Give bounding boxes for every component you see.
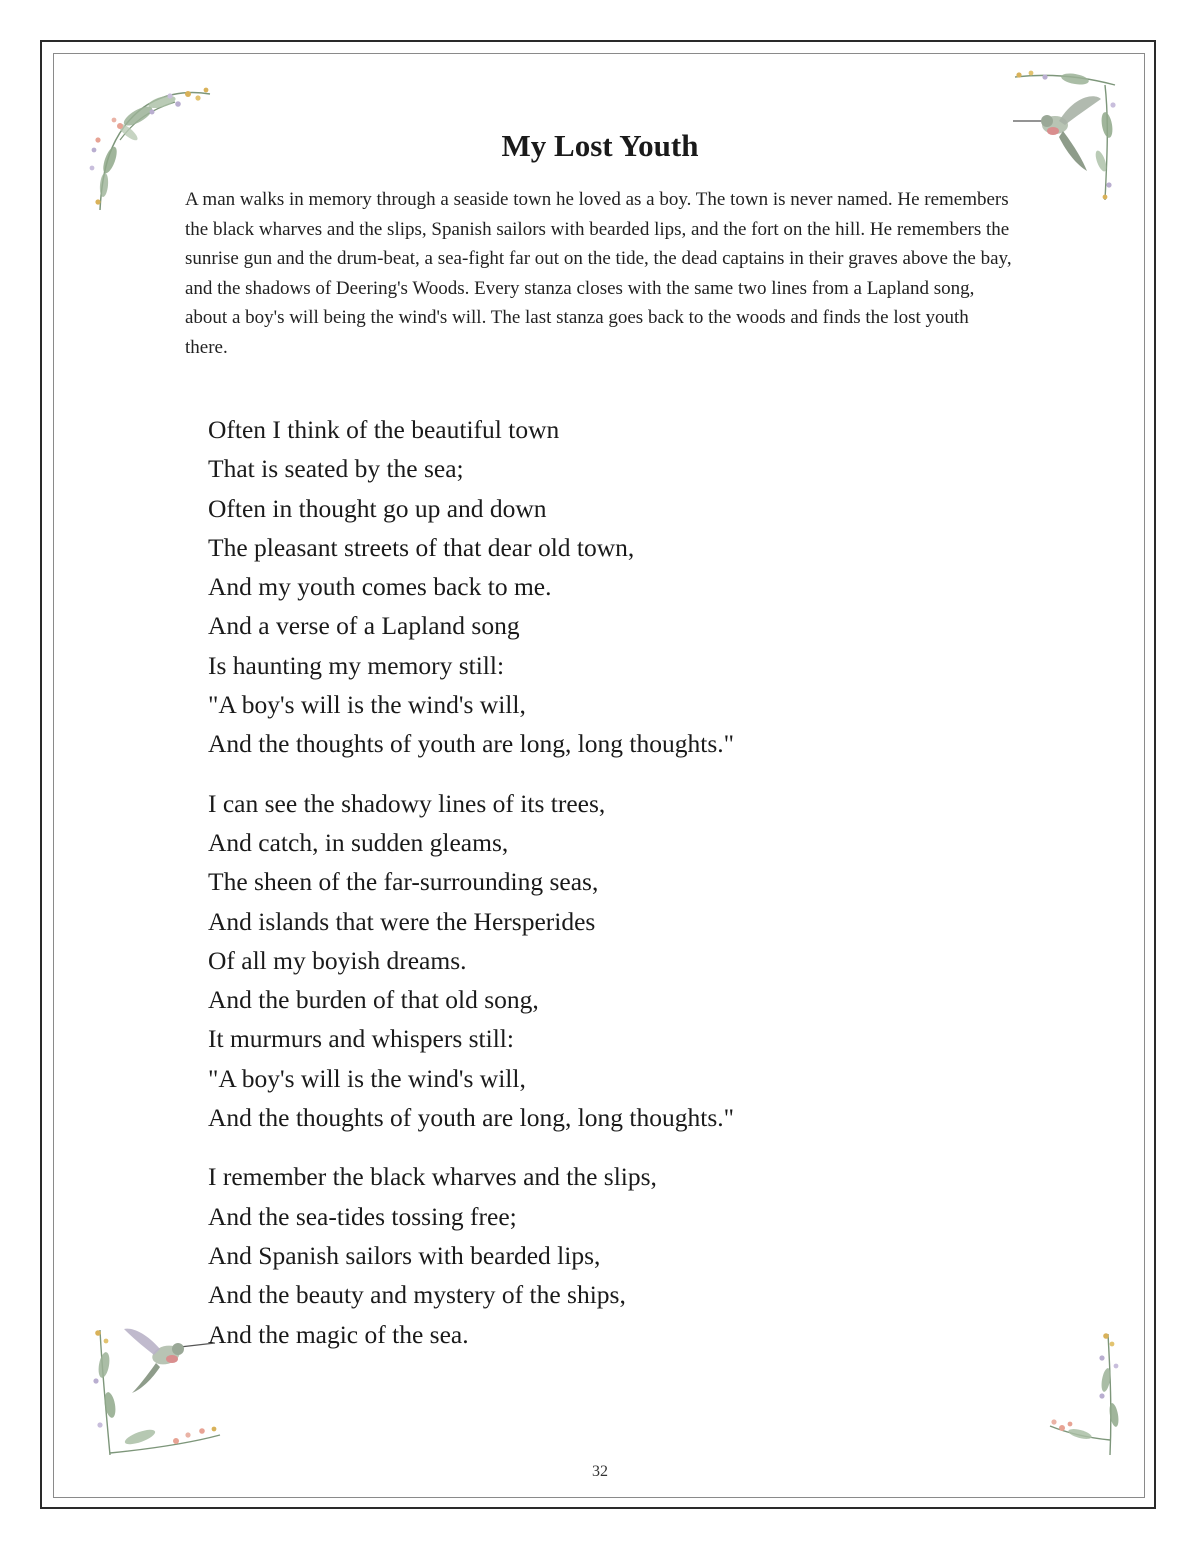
poem-line: Is haunting my memory still: — [208, 650, 505, 680]
poem-line: And the thoughts of youth are long, long thoughts." — [208, 729, 735, 759]
poem-line: And islands that were the Hersperides — [208, 906, 596, 936]
floral-corner-icon — [1040, 1330, 1130, 1460]
stanza — [208, 410, 1008, 764]
poem-line: And my youth comes back to me. — [208, 572, 552, 602]
poem-line: The sheen of the far-surrounding seas, — [208, 867, 599, 897]
poem-line: It murmurs and whispers still: — [208, 1024, 514, 1054]
poem-body — [208, 410, 1008, 1374]
poem-line: "A boy's will is the wind's will, — [208, 1063, 526, 1093]
poem-line: Of all my boyish dreams. — [208, 945, 467, 975]
poem-line: "A boy's will is the wind's will, — [208, 690, 526, 720]
poem-line: And the thoughts of youth are long, long thoughts." — [208, 1103, 735, 1133]
page-number: 32 — [592, 1463, 608, 1480]
poem-line: I can see the shadowy lines of its trees, — [208, 788, 606, 818]
poem-line: And the magic of the sea. — [208, 1319, 469, 1349]
poem-line: I remember the black wharves and the slips, — [208, 1162, 657, 1192]
stanza — [208, 784, 1008, 1138]
poem-line: And catch, in sudden gleams, — [208, 827, 509, 857]
poem-line: And the burden of that old song, — [208, 985, 539, 1015]
stanza — [208, 1157, 1008, 1353]
poem-line: And the beauty and mystery of the ships, — [208, 1280, 626, 1310]
poem-line: Often in thought go up and down — [208, 493, 547, 523]
poem-line: And the sea-tides tossing free; — [208, 1201, 517, 1231]
poem-line: Often I think of the beautiful town — [208, 415, 560, 444]
poem-line: That is seated by the sea; — [208, 454, 464, 484]
poem-line: The pleasant streets of that dear old town, — [208, 532, 635, 562]
poem-line: And a verse of a Lapland song — [208, 611, 520, 641]
poem-summary: A man walks in memory through a seaside town he loved as a boy. The town is never named. He remembers the black wharves and the slips, Spanish sailors with bearded lips, and the fort on the hill. He remembers the sunrise gun and the drum-beat, a sea-fight far out on the tide, the dead captains in their graves above the bay, and the shadows of Deering's Woods. Every stanza closes with the same two lines from a Lapland song, about a boy's will being the wind's will. The last stanza goes back to the woods and finds the lost youth there. — [185, 189, 1012, 358]
page-title: My Lost Youth — [501, 128, 699, 163]
poem-line: And Spanish sailors with bearded lips, — [208, 1240, 601, 1270]
